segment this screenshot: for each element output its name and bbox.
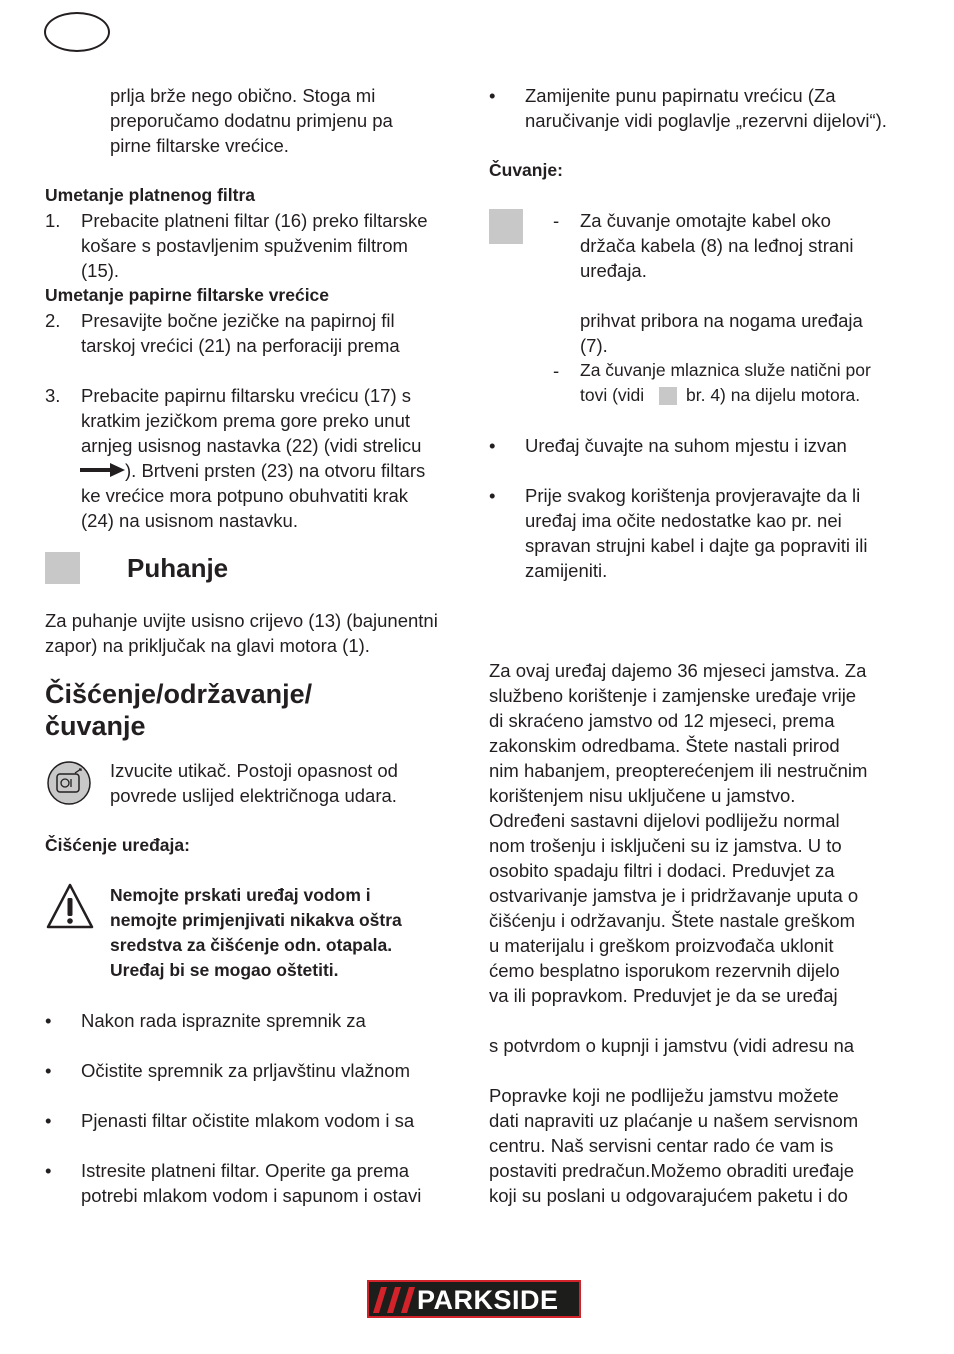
bullet-2-text: Očistite spremnik za prljavštinu vlažnom bbox=[81, 1060, 410, 1081]
bullet-4-marker: • bbox=[45, 1160, 52, 1181]
warranty-line-9: osobito spadaju filtri i dodaci. Preduvjet za bbox=[489, 860, 835, 881]
blow-line-2: zapor) na priključak na glavi motora (1). bbox=[45, 635, 370, 656]
repair-line-2: dati napraviti uz plaćanje u našem servisnom bbox=[489, 1110, 859, 1131]
warranty-line-3: di skraćeno jamstvo od 12 mjeseci, prema bbox=[489, 710, 835, 731]
logo-stripes-icon bbox=[373, 1287, 417, 1313]
bullet-3-marker: • bbox=[45, 1110, 52, 1131]
intro-line-1: prlja brže nego obično. Stoga mi bbox=[110, 85, 376, 106]
bullet-2-marker: • bbox=[45, 1060, 52, 1081]
step-3-line-2: kratkim jezičkom prema gore preko unut bbox=[81, 410, 411, 431]
step-1-line-2: košare s postavljenim spužvenim filtrom bbox=[81, 235, 408, 256]
store-3-line-2a: tovi (vidi bbox=[580, 385, 645, 405]
store-3-line-2b: br. 4) na dijelu motora. bbox=[686, 385, 861, 405]
parkside-logo bbox=[367, 1280, 581, 1318]
store-1-line-1: Za čuvanje omotajte kabel oko bbox=[580, 210, 831, 231]
store-3-line-1: Za čuvanje mlaznica služe natični por bbox=[580, 360, 871, 380]
dry-line: Uređaj čuvajte na suhom mjestu i izvan bbox=[525, 435, 847, 456]
figure-ref-icon bbox=[659, 387, 677, 405]
check-bullet-marker: • bbox=[489, 485, 496, 506]
check-line-3: spravan strujni kabel i dajte ga popraviti ili bbox=[525, 535, 868, 556]
store-1-line-2: držača kabela (8) na leđnoj strani bbox=[580, 235, 854, 256]
step-3-line-1: Prebacite papirnu filtarsku vrećicu (17) s bbox=[81, 385, 412, 406]
store-2-line-2: (7). bbox=[580, 335, 608, 356]
warranty-line-6: korištenjem nisu uključene u jamstvo. bbox=[489, 785, 796, 806]
step-2-number: 2. bbox=[45, 310, 61, 331]
warranty-line-8: nom trošenju i isključeni su iz jamstva. U to bbox=[489, 835, 842, 856]
store-2-line-1: prihvat pribora na nogama uređaja bbox=[580, 310, 863, 331]
repair-line-4: postaviti predračun.Možemo obraditi uređaje bbox=[489, 1160, 855, 1181]
warranty-line-10: ostvarivanje jamstva je i pridržavanje uputa o bbox=[489, 885, 859, 906]
replace-line-1: Zamijenite punu papirnatu vrećicu (Za bbox=[525, 85, 836, 106]
heading-cleaning-device: Čišćenje uređaja: bbox=[45, 835, 190, 855]
repair-line-3: centru. Naš servisni centar rado će vam is bbox=[489, 1135, 834, 1156]
repair-line-5: koji su poslani u odgovarajućem paketu i do bbox=[489, 1185, 848, 1206]
warranty-receipt-line: s potvrdom o kupnji i jamstvu (vidi adresu na bbox=[489, 1035, 855, 1056]
warning-line-2: nemojte primjenjivati nikakva oštra bbox=[110, 910, 402, 930]
heading-cleaning-line-2: čuvanje bbox=[45, 711, 146, 741]
dry-bullet-marker: • bbox=[489, 435, 496, 456]
heading-paper-bag: Umetanje papirne filtarske vrećice bbox=[45, 285, 330, 305]
store-3-dash: - bbox=[553, 360, 560, 381]
intro-line-2: preporučamo dodatnu primjenu pa bbox=[110, 110, 393, 131]
store-1-line-3: uređaja. bbox=[580, 260, 647, 281]
store-1-dash: - bbox=[553, 210, 560, 231]
check-line-2: uređaj ima očite nedostatke kao pr. nei bbox=[525, 510, 842, 531]
warranty-line-5: nim habanjem, preopterećenjem ili nestručnim bbox=[489, 760, 868, 781]
bullet-1-text: Nakon rada ispraznite spremnik za bbox=[81, 1010, 366, 1031]
step-1-line-3: (15). bbox=[81, 260, 120, 281]
figure-placeholder-icon bbox=[45, 552, 80, 584]
unplug-icon bbox=[46, 760, 92, 806]
repair-line-1: Popravke koji ne podliježu jamstvu možete bbox=[489, 1085, 839, 1106]
figure-placeholder-icon bbox=[489, 209, 523, 244]
logo-wordmark: PARKSIDE bbox=[417, 1285, 559, 1315]
unplug-line-2: povrede uslijed električnoga udara. bbox=[110, 785, 397, 806]
unplug-line-1: Izvucite utikač. Postoji opasnost od bbox=[110, 760, 398, 781]
warning-triangle-icon bbox=[45, 882, 95, 930]
step-3-line-3: arnjeg usisnog nastavka (22) (vidi strelicu bbox=[81, 435, 422, 456]
heading-cleaning-line-1: Čišćenje/održavanje/ bbox=[45, 679, 313, 709]
arrow-right-icon bbox=[80, 462, 126, 478]
warranty-line-11: čišćenju i održavanju. Štete nastale greškom bbox=[489, 910, 856, 931]
bullet-4-line-2: potrebi mlakom vodom i sapunom i ostavi bbox=[81, 1185, 422, 1206]
warning-line-4: Uređaj bi se mogao oštetiti. bbox=[110, 960, 339, 980]
country-code-oval bbox=[44, 12, 110, 52]
intro-line-3: pirne filtarske vrećice. bbox=[110, 135, 289, 156]
check-line-4: zamijeniti. bbox=[525, 560, 608, 581]
warranty-line-4: zakonskim odredbama. Štete nastali prirod bbox=[489, 735, 840, 756]
check-line-1: Prije svakog korištenja provjeravajte da li bbox=[525, 485, 861, 506]
bullet-4-line-1: Istresite platneni filtar. Operite ga prema bbox=[81, 1160, 410, 1181]
warranty-line-12: u materijalu i greškom proizvođača uklonit bbox=[489, 935, 834, 956]
bullet-1-marker: • bbox=[45, 1010, 52, 1031]
step-2-line-1: Presavijte bočne jezičke na papirnoj fil bbox=[81, 310, 395, 331]
step-1-number: 1. bbox=[45, 210, 61, 231]
warranty-line-7: Određeni sastavni dijelovi podliježu normal bbox=[489, 810, 840, 831]
step-2-line-2: tarskoj vrećici (21) na perforaciji prema bbox=[81, 335, 400, 356]
warning-line-3: sredstva za čišćenje odn. otapala. bbox=[110, 935, 393, 955]
warranty-line-13: ćemo besplatno isporukom rezervnih dijelo bbox=[489, 960, 840, 981]
heading-storage: Čuvanje: bbox=[489, 160, 563, 180]
heading-blowing: Puhanje bbox=[127, 553, 229, 583]
step-1-line-1: Prebacite platneni filtar (16) preko filtarske bbox=[81, 210, 428, 231]
warning-line-1: Nemojte prskati uređaj vodom i bbox=[110, 885, 371, 905]
step-3-line-5: ke vrećice mora potpuno obuhvatiti krak bbox=[81, 485, 409, 506]
replace-line-2: naručivanje vidi poglavlje „rezervni dijelovi“). bbox=[525, 110, 887, 131]
warranty-line-2: službeno korištenje i zamjenske uređaje vrije bbox=[489, 685, 857, 706]
warranty-line-14: va ili popravkom. Preduvjet je da se uređaj bbox=[489, 985, 838, 1006]
bullet-3-text: Pjenasti filtar očistite mlakom vodom i sa bbox=[81, 1110, 415, 1131]
step-3-line-6: (24) na usisnom nastavku. bbox=[81, 510, 298, 531]
step-3-number: 3. bbox=[45, 385, 61, 406]
blow-line-1: Za puhanje uvijte usisno crijevo (13) (bajunentni bbox=[45, 610, 438, 631]
replace-bullet-marker: • bbox=[489, 85, 496, 106]
step-3-line-4: ). Brtveni prsten (23) na otvoru filtars bbox=[125, 460, 426, 481]
heading-cloth-filter: Umetanje platnenog filtra bbox=[45, 185, 256, 205]
warranty-line-1: Za ovaj uređaj dajemo 36 mjeseci jamstva. Za bbox=[489, 660, 867, 681]
